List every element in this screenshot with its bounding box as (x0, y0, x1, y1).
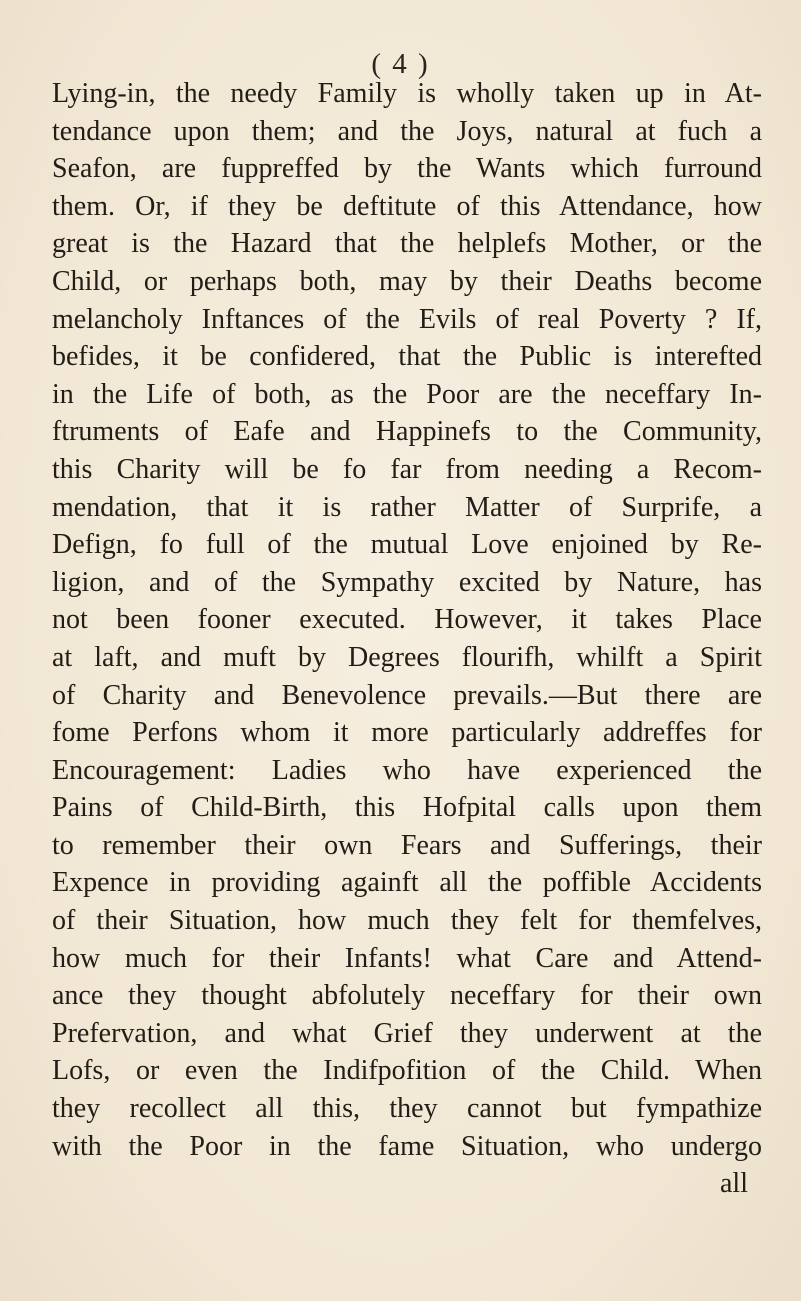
text-line: with the Poor in the fame Situation, who undergo (52, 1130, 762, 1162)
text-line: to remember their own Fears and Sufferings, their (52, 829, 762, 861)
text-line: Seafon, are fuppreffed by the Wants which furround (52, 153, 762, 185)
text-line: this Charity will be fo far from needing a Recom- (52, 453, 762, 485)
text-line: Defign, fo full of the mutual Love enjoined by Re- (52, 529, 762, 561)
text-line: melancholy Inftances of the Evils of real Poverty ? If, (52, 303, 762, 335)
text-line: Prefervation, and what Grief they underwent at the (52, 1017, 762, 1049)
text-line: Pains of Child-Birth, this Hofpital calls upon them (52, 792, 762, 824)
text-line: befides, it be confidered, that the Public is interefted (52, 341, 762, 373)
text-line: fome Perfons whom it more particularly addreffes for (52, 717, 762, 749)
text-line: how much for their Infants! what Care and Attend- (52, 942, 762, 974)
text-line: tendance upon them; and the Joys, natural at fuch a (52, 115, 762, 147)
text-line: at laft, and muft by Degrees flourifh, whilft a Spirit (52, 641, 762, 673)
text-line: them. Or, if they be deftitute of this Attendance, how (52, 190, 762, 222)
text-line: of their Situation, how much they felt for themfelves, (52, 905, 762, 937)
text-line: Lofs, or even the Indifpofition of the Child. When (52, 1055, 762, 1087)
text-line: Lying-in, the needy Family is wholly taken up in At- (52, 78, 762, 109)
text-line: they recollect all this, they cannot but fympathize (52, 1093, 762, 1125)
text-line: in the Life of both, as the Poor are the neceffary In- (52, 378, 762, 410)
text-line: mendation, that it is rather Matter of Surprife, a (52, 491, 762, 523)
text-line: ftruments of Eafe and Happinefs to the Community, (52, 416, 762, 448)
text-line: ligion, and of the Sympathy excited by Nature, has (52, 566, 762, 598)
text-line: Child, or perhaps both, may by their Deaths become (52, 265, 762, 297)
text-line: ance they thought abfolutely neceffary for their own (52, 980, 762, 1012)
body-text (52, 75, 762, 1203)
page-number: ( 4 ) (371, 48, 430, 80)
text-line: Encouragement: Ladies who have experienced the (52, 754, 762, 786)
catchword: all (720, 1168, 748, 1200)
text-line: Expence in providing againft all the poffible Accidents (52, 867, 762, 899)
text-line: great is the Hazard that the helplefs Mother, or the (52, 228, 762, 260)
text-line: of Charity and Benevolence prevails.—But there are (52, 679, 762, 711)
text-line: not been fooner executed. However, it takes Place (52, 604, 762, 636)
